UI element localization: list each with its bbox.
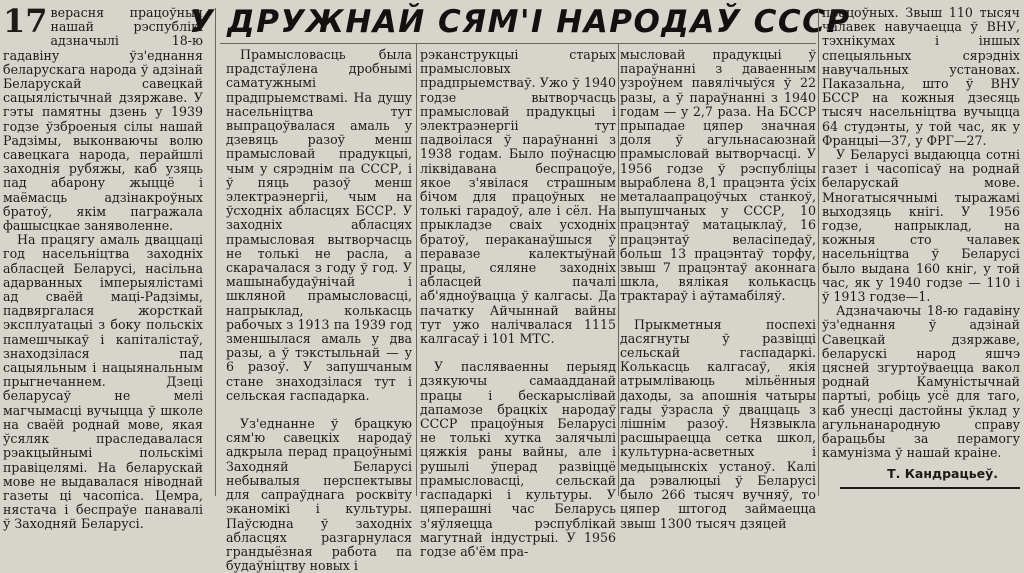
column-divider (618, 44, 619, 496)
paragraph: працоўных. Звыш 110 тысяч чалавек навучаецца ў ВНУ, тэхнікумах і іншых спецыяльных сярэдніх навучальных установах. Паказальна, што ў ВНУ БССР на кожныя дзесяць тысяч насельніцтва вучыцца 64 студэнты, у той час, як у Францыі—37, у ФРГ—27. (822, 5, 1020, 148)
paragraph: Прамысловасць была прадстаўлена дробнымі саматужнымі прадпрыемствамі. На душу насельніцтва тут выпрацоўвалася амаль у дзевяць разоў менш прамысловай прадукцыі, чым у сярэднім па СССР, і ў пяць разоў менш электраэнергіі, чым на ўсходніх абласцях БССР. У заходніх абласцях прамысловая вытворчасць не толькі не расла, а скарачалася з году ў год. У машынабудаўнічай і шкляной прамысловасці, напрыклад, колькасць рабочых з 1913 па 1939 год зменшылася амаль у два разы, а ў тэкстыльнай — у 6 разоў. У запушчаным стане знаходзілася тут і сельская гаспадарка. (226, 47, 412, 403)
paragraph: Адзначаючы 18-ю гадавіну ўз'еднання ў адзінай Савецкай дзяржаве, беларускі народ яшчэ цясней згуртоўваецца вакол роднай Камуністычнай партыі, робіць усё для таго, каб унесці дастойны ўклад у агульнанародную справу барацьбы за перамогу камунізма ў нашай краіне. (822, 303, 1020, 461)
paragraph (3, 2, 203, 234)
paragraph: Уз'еднанне ў брацкую сям'ю савецкіх народаў адкрыла перад працоўнымі Заходняй Беларусі небывалыя перспектывы для сапраўднага росквіту эканомікі і культуры. Паўсюдна ў заходніх абласцях разгарнулася грандыёзная работа па будаўніцтву новых і (226, 416, 412, 573)
headline-underline (220, 43, 816, 44)
article-end-rule (840, 487, 1020, 489)
paragraph: У пасляваенны перыяд дзякуючы самаадданай працы і бескарыслівай дапамозе брацкіх народаў СССР працоўныя Беларусі не толькі хутка залячылі цяжкія раны вайны, але і рушылі ўперад развіццё прамысловасці, сельскай гаспадаркі і культуры. У цяперашні час Беларусь з'яўляецца рэспублікай магутнай індустрыі. У 1956 годзе аб'ём пра- (420, 359, 616, 559)
drop-cap: 17 (3, 2, 48, 40)
column-4 (620, 47, 816, 531)
paragraph: На працягу амаль дваццаці год насельніцтва заходніх абласцей Беларусі, насільна адарванных імперыялістамі ад сваёй маці-Радзімы, падвяргалася жорсткай эксплуатацыі з боку польскіх памешчыкаў і капіталістаў, знаходзілася пад сацыяльным і нацыянальным прыгнечаннем. Дзеці беларусаў не мелі магчымасці вучыцца ў школе на сваёй роднай мове, якая ўсяляк праследавалася рэакцыйнымі польскімі правіцелямі. На беларускай мове не выдавалася ніводнай газеты ці часопіса. Цемра, нястача і беспраўе панавалі ў Заходняй Беларусі. (3, 232, 203, 532)
paragraph: Прыкметныя поспехі дасягнуты ў развіцці сельскай гаспадаркі. Колькасць калгасаў, якія атрымліваюць мільённыя даходы, за апошнія чатыры гады ўзрасла ў дваццаць з лішнім разоў. Нязвыкла расшыраецца сетка школ, культурна-асветных і медыцынскіх устаноў. Калі да рэвалюцыі ў Беларусі было 266 тысяч вучняў, то цяпер штогод займаецца звыш 1300 тысяч дзяцей (620, 316, 816, 531)
column-divider (818, 8, 819, 496)
author-signature: Т. Кандрацьеў. (887, 465, 998, 481)
column-1 (3, 2, 203, 532)
paragraph: У Беларусі выдаюцца сотні газет і часопісаў на роднай беларускай мове. Многатысячнымі тыражамі выходзяць кнігі. У 1956 годзе, напрыклад, на кожныя сто чалавек насельніцтва ў Беларусі было выдана 160 кніг, у той час, як у 1940 годзе — 110 і ў 1913 годзе—1. (822, 147, 1020, 305)
column-5 (822, 6, 1020, 498)
column-divider (416, 44, 417, 496)
article-headline: У ДРУЖНАЙ СЯМ'І НАРОДАЎ СССР (189, 4, 851, 40)
column-divider (215, 8, 216, 496)
paragraph: мысловай прадукцыі ў параўнанні з даваенным узроўнем павялічыўся ў 22 разы, а ў параўнанні з 1940 годам — у 2,7 раза. На БССР прыпадае цяпер значная доля ў агульнасаюзнай прамысловай вытворчасці. У 1956 годзе ў рэспубліцы выраблена 8,1 працэнта ўсіх металаапрацоўчых станкоў, выпушчаных у СССР, 10 працэнтаў матацыклаў, 16 працэнтаў веласіпедаў, больш 13 працэнтаў торфу, звыш 7 працэнтаў аконнага шкла, вялікая колькасць трактараў і аўтамабіляў. (620, 47, 816, 304)
paragraph: рэканструкцыі старых прамысловых прадпрыемстваў. Ужо ў 1940 годзе вытворчасць прамысловай прадукцыі і электраэнергіі тут падвоілася ў параўнанні з 1938 годам. Было поўнасцю ліквідавана беспрацоўе, якое з'явілася страшным бічом для працоўных не толькі гарадоў, але і сёл. На прыкладзе сваіх усходніх братоў, пераканаўшыся ў перавазе калектыўнай працы, сяляне заходніх абласцей пачалі аб'ядноўвацца ў калгасы. Да пачатку Айчыннай вайны тут ужо налічвалася 1115 калгасаў і 101 МТС. (420, 47, 616, 347)
column-3 (420, 47, 616, 559)
paragraph-text: верасня працоўныя нашай рэспублікі адзначылі 18-ю гадавіну ўз'еднання беларускага народа ў адзінай Беларускай савецкай сацыялістычнай дзяржаве. У гэты памятны дзень у 1939 годзе ўзброеныя сілы нашай Радзімы, выконваючы волю савецкага народа, перайшлі заходнія рубяжы, каб узяць пад абарону жыццё і маёмасць адзінакроўных братоў, якім пагражала фашысцкае заняволенне. (3, 5, 203, 234)
column-2 (226, 47, 412, 573)
